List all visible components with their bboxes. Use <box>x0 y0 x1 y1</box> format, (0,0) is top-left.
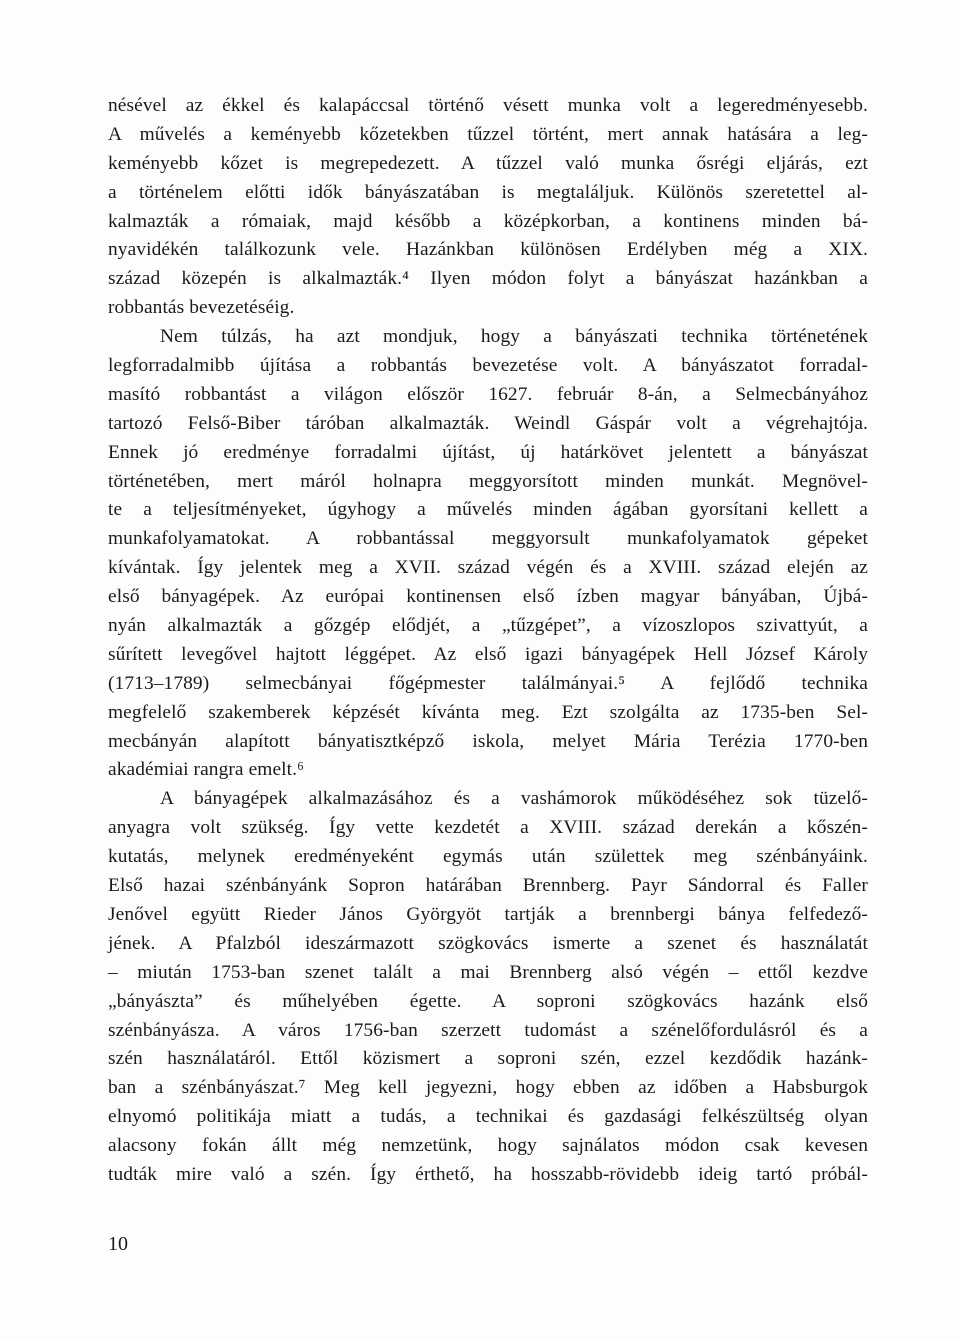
text-line: kalmazták a rómaiak, majd később a középkorban, a kontinens minden bá- <box>108 210 868 232</box>
text-line: Első hazai szénbányánk Sopron határában Brennberg. Payr Sándorral és Faller <box>108 875 868 897</box>
text-line: nyán alkalmazták a gőzgép elődjét, a „tűzgépet”, a vízoszlopos szivattyút, a <box>108 615 868 637</box>
text-line: mecbányán alapított bányatisztképző iskola, melyet Mária Terézia 1770-ben <box>108 730 868 752</box>
text-line: kívántak. Így jelentek meg a XVII. század végén és a XVIII. század elején az <box>108 557 868 579</box>
text-line: kutatás, melynek eredményeként egymás után születtek meg szénbányáink. <box>108 846 868 868</box>
text-line: Nem túlzás, ha azt mondjuk, hogy a bányászati technika történetének <box>160 326 868 348</box>
text-line: – miután 1753-ban szenet talált a mai Brennberg alsó végén – ettől kezdve <box>108 961 868 983</box>
text-line: első bányagépek. Az európai kontinensen első ízben magyar bányában, Újbá- <box>108 586 868 608</box>
text-line: szén használatáról. Ettől közismert a soproni szén, ezzel kezdődik hazánk- <box>108 1048 868 1070</box>
text-line: akadémiai rangra emelt.⁶ <box>108 759 304 781</box>
text-line: anyagra volt szükség. Így vette kezdetét a XVIII. század derekán a kőszén- <box>108 817 868 839</box>
text-line: robbantás bevezetéséig. <box>108 297 295 319</box>
text-line: te a teljesítményeket, úgyhogy a művelés minden ágában gyorsítani kellett a <box>108 499 868 521</box>
text-line: tudták mire való a szén. Így érthető, ha hosszabb-rövidebb ideig tartó próbál- <box>108 1163 868 1185</box>
text-line: elnyomó politikája miatt a tudás, a technikai és gazdasági felkészültség olyan <box>108 1106 868 1128</box>
text-line: nyavidékén találkozunk vele. Hazánkban különösen Erdélyben még a XIX. <box>108 239 868 261</box>
text-line: szénbányásza. A város 1756-ban szerzett tudomást a szénelőfordulásról és a <box>108 1019 868 1041</box>
text-line: Ennek jó eredménye forradalmi újítást, új határkövet jelentett a bányászat <box>108 441 868 463</box>
body-text <box>108 92 868 1190</box>
text-line: legforradalmibb újítása a robbantás bevezetése volt. A bányászatot forradal- <box>108 355 868 377</box>
text-line: A művelés a keményebb kőzetekben tűzzel történt, mert annak hatására a leg- <box>108 123 868 145</box>
text-line: sűrített levegővel hajtott léggépet. Az első igazi bányagépek Hell József Károly <box>108 643 868 665</box>
text-line: A bányagépek alkalmazásához és a vashámorok működéséhez sok tüzelő- <box>160 788 868 810</box>
page-number: 10 <box>108 1233 128 1255</box>
text-line: alacsony fokán állt még nemzetünk, hogy sajnálatos módon csak kevesen <box>108 1135 868 1157</box>
text-line: jének. A Pfalzból ideszármazott szögkovács ismerte a szenet és használatát <box>108 932 868 954</box>
text-line: nésével az ékkel és kalapáccsal történő vésett munka volt a legeredményesebb. <box>108 95 868 116</box>
text-line: megfelelő szakemberek képzését kívánta meg. Ezt szolgálta az 1735-ben Sel- <box>108 701 868 723</box>
text-line: század közepén is alkalmazták.⁴ Ilyen módon folyt a bányászat hazánkban a <box>108 268 868 290</box>
text-line: ban a szénbányászat.⁷ Meg kell jegyezni, hogy ebben az időben a Habsburgok <box>108 1077 868 1099</box>
text-line: keményebb kőzet is megrepedezett. A tűzzel való munka ősrégi eljárás, ezt <box>108 152 868 174</box>
text-line: munkafolyamatokat. A robbantással meggyorsult munkafolyamatok gépeket <box>108 528 868 550</box>
text-line: masító robbantást a világon először 1627. február 8-án, a Selmecbányához <box>108 383 868 405</box>
text-line: (1713–1789) selmecbányai főgépmester találmányai.⁵ A fejlődő technika <box>108 672 868 694</box>
text-line: tartozó Felső-Biber táróban alkalmazták. Weindl Gáspár volt a végrehajtója. <box>108 412 868 434</box>
text-line: a történelem előtti idők bányászatában is megtaláljuk. Különös szeretettel al- <box>108 181 868 203</box>
text-line: „bányászta” és műhelyében égette. A soproni szögkovács hazánk első <box>108 990 868 1012</box>
text-line: történetében, mert máról holnapra meggyorsított minden munkát. Megnövel- <box>108 470 868 492</box>
text-line: Jenővel együtt Rieder János Györgyöt tartják a brennbergi bánya felfedező- <box>108 903 868 925</box>
